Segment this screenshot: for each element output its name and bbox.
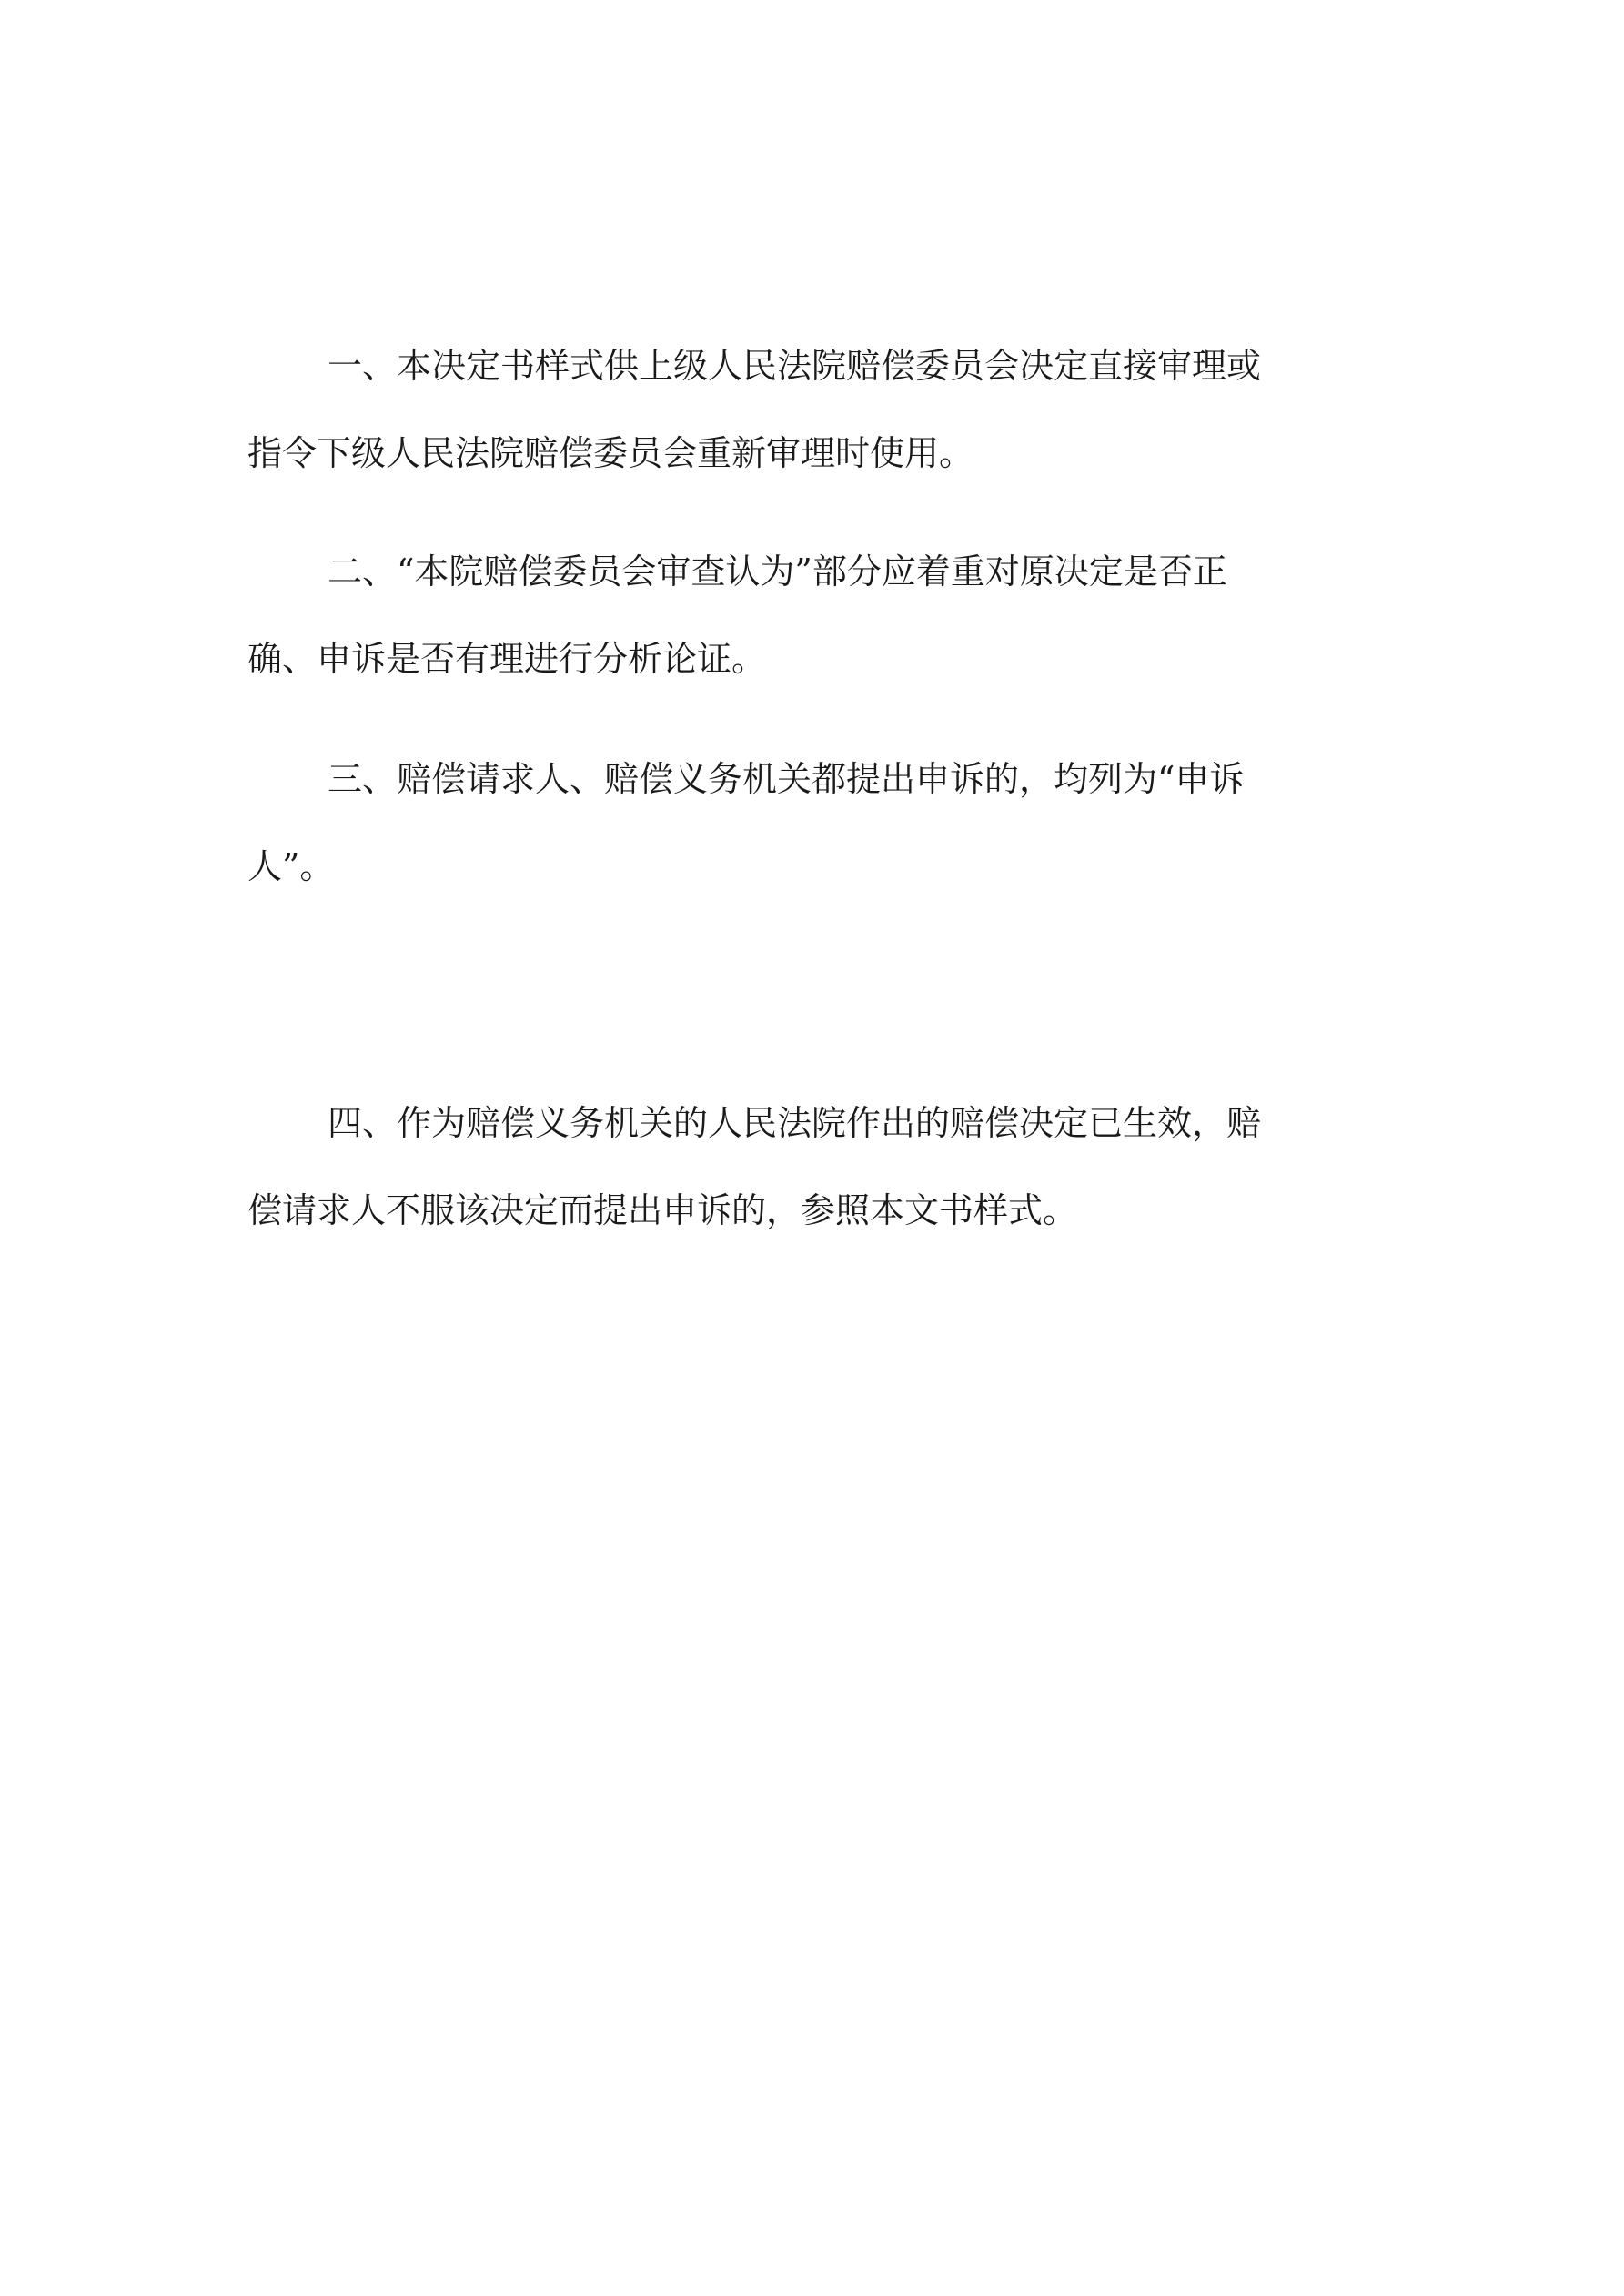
paragraph-line: 二、“本院赔偿委员会审查认为”部分应着重对原决定是否正 bbox=[328, 551, 1227, 592]
note-paragraph-1 bbox=[247, 322, 1383, 497]
paragraph-line: 确、申诉是否有理进行分析论证。 bbox=[247, 639, 767, 679]
note-paragraph-3 bbox=[247, 735, 1383, 910]
paragraph-line: 人”。 bbox=[247, 846, 335, 886]
paragraph-line: 一、本决定书样式供上级人民法院赔偿委员会决定直接审理或 bbox=[328, 346, 1262, 386]
note-paragraph-4 bbox=[247, 1079, 1383, 1254]
paragraph-line: 三、赔偿请求人、赔偿义务机关都提出申诉的，均列为“申诉 bbox=[328, 759, 1245, 799]
paragraph-line: 偿请求人不服该决定而提出申诉的，参照本文书样式。 bbox=[247, 1190, 1078, 1230]
paragraph-line: 指令下级人民法院赔偿委员会重新审理时使用。 bbox=[247, 433, 974, 473]
paragraph-line: 四、作为赔偿义务机关的人民法院作出的赔偿决定已生效，赔 bbox=[328, 1103, 1262, 1143]
note-paragraph-2 bbox=[247, 528, 1383, 703]
